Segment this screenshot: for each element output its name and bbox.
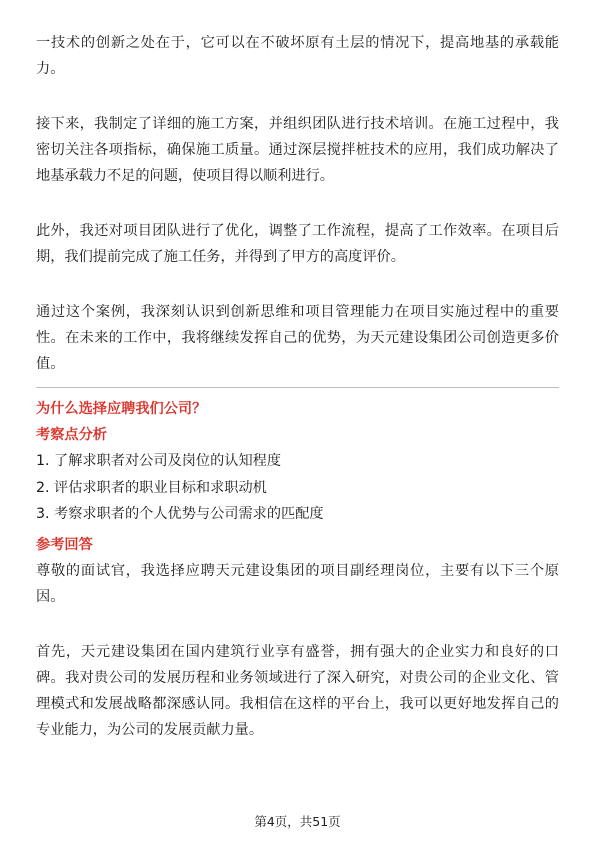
body-paragraph-2: 接下来，我制定了详细的施工方案，并组织团队进行技术培训。在施工过程中，我密切关注各项指标，确保施工质量。通过深层搅拌桩技术的应用，我们成功解决了地基承载力不足的问题，使项目得以顺利进行。 <box>36 116 559 184</box>
page-content <box>36 30 559 743</box>
answer-paragraph-1: 尊敬的面试官，我选择应聘天元建设集团的项目副经理岗位，主要有以下三个原因。 <box>36 562 559 605</box>
answer-paragraph-2: 首先，天元建设集团在国内建筑行业享有盛誉，拥有强大的企业实力和良好的口碑。我对贵公司的发展历程和业务领域进行了深入研究，对贵公司的企业文化、管理模式和发展战略都深感认同。我相信在这样的平台上，我可以更好地发挥自己的专业能力，为公司的发展贡献力量。 <box>36 643 559 738</box>
answer-heading: 参考回答 <box>36 536 93 553</box>
analysis-item: 3. 考察求职者的个人优势与公司需求的匹配度 <box>36 506 324 522</box>
section-divider <box>36 387 559 388</box>
body-paragraph-1: 一技术的创新之处在于，它可以在不破坏原有土层的情况下，提高地基的承载能力。 <box>36 35 559 77</box>
analysis-item: 2. 评估求职者的职业目标和求职动机 <box>36 479 267 496</box>
analysis-heading: 考察点分析 <box>36 427 107 443</box>
question-title: 为什么选择应聘我们公司？ <box>36 401 207 417</box>
body-paragraph-3: 此外，我还对项目团队进行了优化，调整了工作流程，提高了工作效率。在项目后期，我们提前完成了施工任务，并得到了甲方的高度评价。 <box>36 223 559 265</box>
analysis-item: 1. 了解求职者对公司及岗位的认知程度 <box>36 453 282 469</box>
body-paragraph-4: 通过这个案例，我深刻认识到创新思维和项目管理能力在项目实施过程中的重要性。在未来的工作中，我将继续发挥自己的优势，为天元建设集团公司创造更多价值。 <box>36 304 559 372</box>
page-number: 第4页，共51页 <box>254 814 341 829</box>
